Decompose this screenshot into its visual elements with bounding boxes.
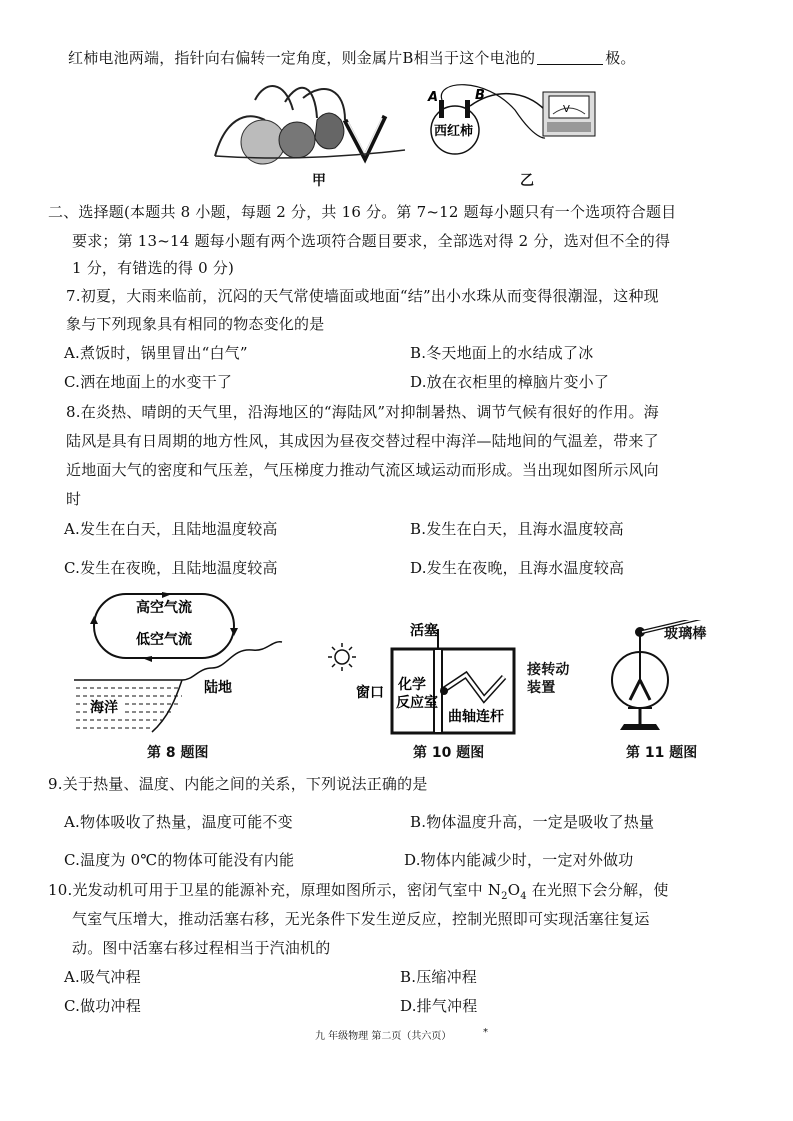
footer-mark: * (483, 1027, 488, 1038)
piston-label: 活塞 (410, 623, 438, 639)
chamber-label-2: 反应室 (396, 695, 438, 711)
q7-option-a[interactable]: A.煮饭时，锅里冒出“白气” (64, 344, 248, 362)
low-air-label: 低空气流 (136, 632, 192, 648)
q7-option-b[interactable]: B.冬天地面上的水结成了冰 (410, 344, 594, 362)
q8-option-a[interactable]: A.发生在白天，且陆地温度较高 (64, 520, 278, 538)
q9-option-d[interactable]: D.物体内能减少时，一定对外做功 (404, 851, 634, 869)
q10-line1-start: 10.光发动机可用于卫星的能源补充，原理如图所示，密闭气室中 N (48, 881, 502, 899)
q8-option-c[interactable]: C.发生在夜晚，且陆地温度较高 (64, 559, 278, 577)
tomato-label: 西红柿 (434, 124, 474, 139)
q7-stem-line2: 象与下列现象具有相同的物态变化的是 (66, 315, 325, 333)
q10-line1-end: 在光照下会分解，使 (526, 881, 669, 899)
light-engine-figure (326, 615, 526, 740)
q9-option-c[interactable]: C.温度为 0℃的物体可能没有内能 (64, 851, 295, 869)
sea-label: 海洋 (90, 700, 118, 716)
q10-option-b[interactable]: B.压缩冲程 (400, 968, 477, 986)
q8-stem-line4: 时 (66, 490, 82, 508)
q7-option-c[interactable]: C.洒在地面上的水变干了 (64, 373, 233, 391)
chamber-label-1: 化学 (398, 677, 426, 693)
fig-jia-caption: 甲 (312, 173, 326, 189)
q10-option-a[interactable]: A.吸气冲程 (64, 968, 141, 986)
fruit-battery-figure (205, 80, 420, 166)
q10-option-d[interactable]: D.排气冲程 (400, 997, 478, 1015)
q6-tail-suffix: 极。 (605, 49, 636, 67)
sea-land-breeze-figure (72, 588, 312, 740)
connect-label-1-text: 接转动 (527, 662, 570, 678)
q6-tail-text: 红柿电池两端，指针向右偏转一定角度，则金属片B相当于这个电池的 (68, 49, 536, 67)
fig11-caption: 第 11 题图 (626, 745, 698, 761)
voltmeter-symbol: V (563, 104, 570, 115)
q9-stem: 9.关于热量、温度、内能之间的关系，下列说法正确的是 (48, 775, 428, 793)
page-footer: 九 年级物理 第二页（共六页） (315, 1031, 452, 1042)
q7-stem-line1: 7.初夏，大雨来临前，沉闷的天气常使墙面或地面“结”出小水珠从而变得很潮湿，这种现 (66, 287, 659, 305)
q8-stem-line3: 近地面大气的密度和气压差，气压梯度力推动气流区域运动而形成。当出现如图所示风向 (66, 461, 659, 479)
q8-stem-line1: 8.在炎热、晴朗的天气里，沿海地区的“海陆风”对抑制暑热、调节气候有很好的作用。海 (66, 403, 659, 421)
q8-option-d[interactable]: D.发生在夜晚，且海水温度较高 (410, 559, 625, 577)
land-label: 陆地 (204, 680, 232, 696)
q10-option-c[interactable]: C.做功冲程 (64, 997, 141, 1015)
q10-stem-line2: 气室气压增大，推动活塞右移，无光条件下发生逆反应，控制光照即可实现活塞往复运 (72, 910, 650, 928)
answer-blank[interactable] (537, 50, 603, 65)
q10-stem-line1 (48, 880, 669, 907)
label-b: B (475, 88, 485, 103)
section2-line3: 1 分，有错选的得 0 分) (72, 259, 235, 277)
q9-option-b[interactable]: B.物体温度升高，一定是吸收了热量 (410, 813, 655, 831)
q6-tail-line (68, 48, 636, 68)
tomato-voltmeter-figure (425, 80, 600, 166)
section2-line2: 要求；第 13~14 题每小题有两个选项符合题目要求，全部选对得 2 分，选对但不全的得 (72, 232, 671, 250)
n2-subscript: 2 (501, 891, 508, 902)
q10-stem-line3: 动。图中活塞右移过程相当于汽油机的 (72, 939, 331, 957)
label-a: A (428, 90, 439, 105)
glass-rod-label: 玻璃棒 (664, 626, 707, 642)
high-air-label: 高空气流 (136, 600, 192, 616)
connect-label-2-text: 装置 (527, 680, 556, 696)
fig-yi-caption: 乙 (520, 173, 534, 189)
q8-stem-line2: 陆风是具有日周期的地方性风，其成因为昼夜交替过程中海洋—陆地间的气温差，带来了 (66, 432, 659, 450)
o4-subscript: 4 (520, 891, 527, 902)
crank-label: 曲轴连杆 (448, 709, 504, 725)
fig8-caption: 第 8 题图 (147, 745, 209, 761)
q8-option-b[interactable]: B.发生在白天，且海水温度较高 (410, 520, 624, 538)
o-symbol: O (507, 881, 521, 899)
q9-option-a[interactable]: A.物体吸收了热量，温度可能不变 (64, 813, 293, 831)
q7-option-d[interactable]: D.放在衣柜里的樟脑片变小了 (410, 373, 610, 391)
fig10-caption: 第 10 题图 (413, 745, 485, 761)
window-label: 窗口 (356, 685, 384, 701)
section2-line1: 二、选择题(本题共 8 小题，每题 2 分，共 16 分。第 7~12 题每小题只有一个选项符合题目 (48, 203, 677, 221)
